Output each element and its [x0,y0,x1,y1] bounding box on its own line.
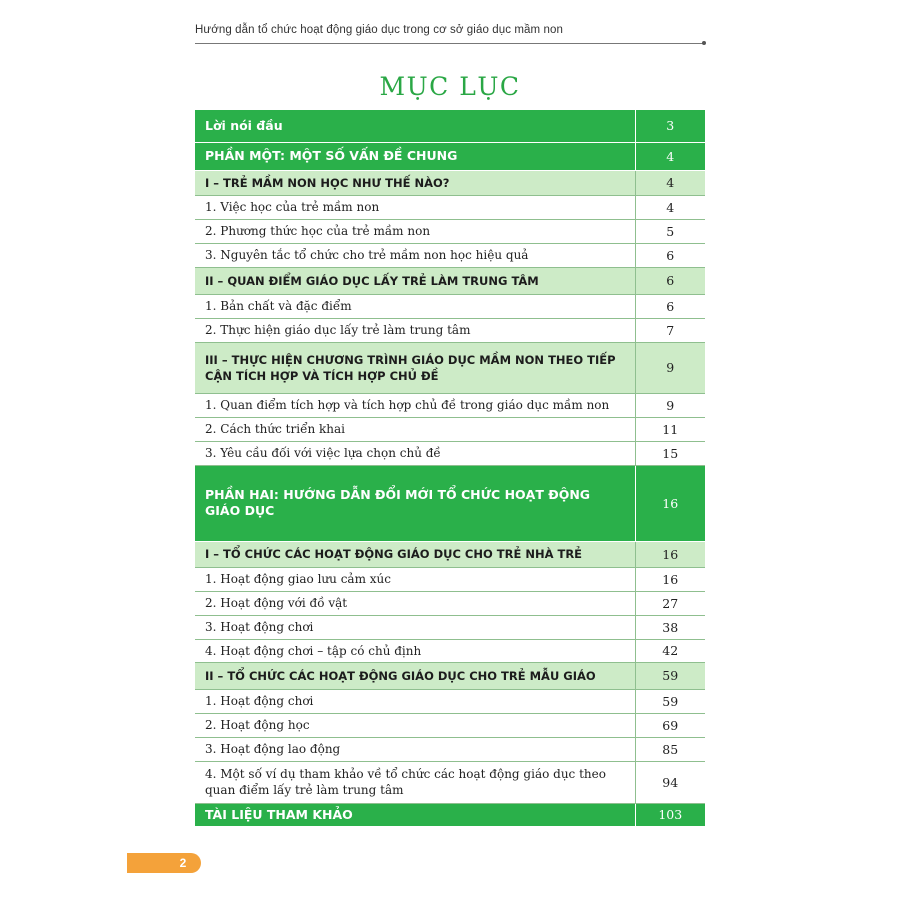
toc-entry-title: 3. Hoạt động chơi [195,615,635,639]
toc-entry-page: 103 [635,803,705,826]
toc-entry-page: 16 [635,567,705,591]
toc-row-major [195,803,705,826]
toc-entry-page: 6 [635,267,705,294]
page-title: MỤC LỤC [379,72,521,101]
toc-entry-title: 2. Hoạt động với đồ vật [195,591,635,615]
toc-row-major [195,142,705,170]
toc-entry-page: 9 [635,393,705,417]
toc-entry-title: 1. Hoạt động chơi [195,689,635,713]
toc-entry-page: 11 [635,417,705,441]
toc-row-section [195,342,705,393]
toc-row-item [195,318,705,342]
toc-row-item [195,761,705,803]
toc-entry-title: 2. Thực hiện giáo dục lấy trẻ làm trung tâm [195,318,635,342]
toc-entry-page: 59 [635,689,705,713]
toc-entry-title: 2. Hoạt động học [195,713,635,737]
toc-entry-page: 15 [635,441,705,465]
toc-row-item [195,567,705,591]
toc-entry-title: I – TRẺ MẦM NON HỌC NHƯ THẾ NÀO? [195,170,635,195]
toc-row-item [195,689,705,713]
toc-entry-page: 3 [635,110,705,142]
toc-entry-page: 42 [635,639,705,662]
toc-row-major [195,465,705,541]
toc-entry-title: 4. Hoạt động chơi – tập có chủ định [195,639,635,662]
running-header: Hướng dẫn tổ chức hoạt động giáo dục trong cơ sở giáo dục mầm non [195,24,564,36]
toc-row-section [195,662,705,689]
toc-entry-title: 3. Yêu cầu đối với việc lựa chọn chủ đề [195,441,635,465]
toc-entry-title: I – TỔ CHỨC CÁC HOẠT ĐỘNG GIÁO DỤC CHO TRẺ NHÀ TRẺ [195,541,635,567]
toc-row-item [195,713,705,737]
toc-entry-title: 2. Cách thức triển khai [195,417,635,441]
toc-row-major [195,110,705,142]
toc-entry-page: 5 [635,219,705,243]
header-rule [195,43,703,44]
toc-row-section [195,541,705,567]
toc-entry-title: 1. Quan điểm tích hợp và tích hợp chủ đề trong giáo dục mầm non [195,393,635,417]
toc-row-item [195,195,705,219]
toc-row-section [195,170,705,195]
toc-entry-title: 3. Hoạt động lao động [195,737,635,761]
toc-entry-page: 16 [635,465,705,541]
toc-entry-page: 69 [635,713,705,737]
toc-entry-page: 6 [635,243,705,267]
toc-entry-title: 2. Phương thức học của trẻ mầm non [195,219,635,243]
toc-row-item [195,393,705,417]
toc-entry-page: 4 [635,195,705,219]
toc-entry-page: 4 [635,142,705,170]
toc-row-item [195,294,705,318]
toc-entry-page: 94 [635,761,705,803]
toc-row-item [195,737,705,761]
toc-row-item [195,639,705,662]
toc-entry-page: 85 [635,737,705,761]
toc-entry-title: II – TỔ CHỨC CÁC HOẠT ĐỘNG GIÁO DỤC CHO TRẺ MẪU GIÁO [195,662,635,689]
toc-entry-title: 1. Hoạt động giao lưu cảm xúc [195,567,635,591]
toc-row-item [195,441,705,465]
toc-row-item [195,591,705,615]
toc-entry-page: 59 [635,662,705,689]
toc-row-item [195,219,705,243]
page-number: 2 [127,853,201,873]
toc-entry-page: 7 [635,318,705,342]
toc-entry-title: PHẦN MỘT: MỘT SỐ VẤN ĐỀ CHUNG [195,142,635,170]
toc-entry-title: III – THỰC HIỆN CHƯƠNG TRÌNH GIÁO DỤC MẦM NON THEO TIẾP CẬN TÍCH HỢP VÀ TÍCH HỢP CHỦ ĐỀ [195,342,635,393]
toc-entry-title: 4. Một số ví dụ tham khảo về tổ chức các hoạt động giáo dục theo quan điểm lấy trẻ làm trung tâm [195,761,635,803]
toc-row-section [195,267,705,294]
toc-entry-title: 1. Bản chất và đặc điểm [195,294,635,318]
toc-entry-title: II – QUAN ĐIỂM GIÁO DỤC LẤY TRẺ LÀM TRUNG TÂM [195,267,635,294]
toc-entry-title: 1. Việc học của trẻ mầm non [195,195,635,219]
table-of-contents [195,110,705,827]
toc-entry-title: PHẦN HAI: HƯỚNG DẪN ĐỔI MỚI TỔ CHỨC HOẠT ĐỘNG GIÁO DỤC [195,465,635,541]
toc-entry-title: Lời nói đầu [195,110,635,142]
toc-row-item [195,417,705,441]
toc-entry-title: 3. Nguyên tắc tổ chức cho trẻ mầm non học hiệu quả [195,243,635,267]
toc-row-item [195,615,705,639]
toc-entry-page: 4 [635,170,705,195]
toc-entry-page: 27 [635,591,705,615]
toc-entry-page: 38 [635,615,705,639]
toc-entry-page: 6 [635,294,705,318]
toc-entry-page: 16 [635,541,705,567]
toc-entry-page: 9 [635,342,705,393]
toc-entry-title: TÀI LIỆU THAM KHẢO [195,803,635,826]
toc-row-item [195,243,705,267]
